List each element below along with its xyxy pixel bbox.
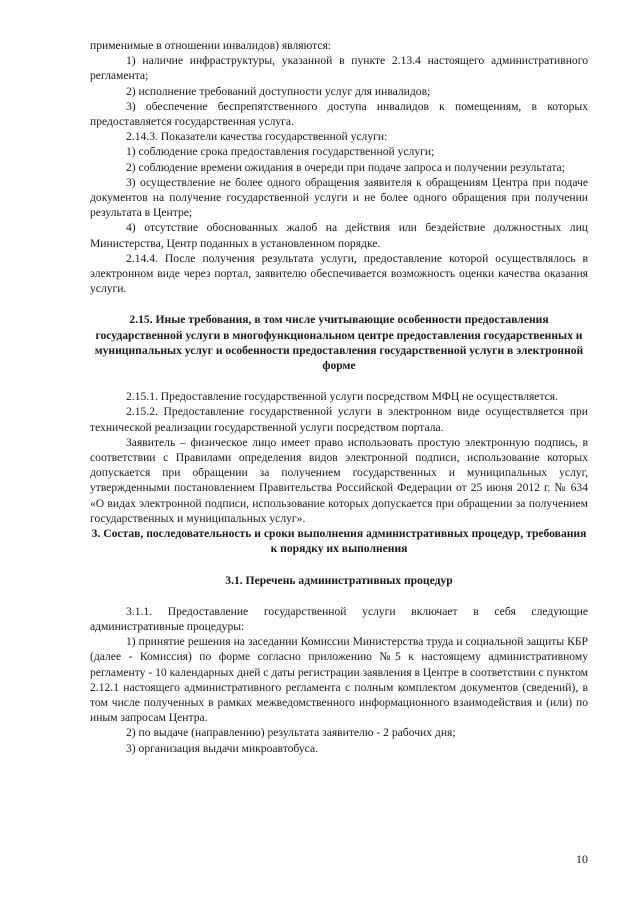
spacer — [90, 296, 588, 312]
paragraph-continuation: применимые в отношении инвалидов) являются: — [90, 39, 332, 52]
paragraph-quality-3: 3) осуществление не более одного обращения заявителя к обращениям Центра при подаче документов на получение государственной услуги и не более одного обращения при получении результата в Центре; — [90, 175, 588, 220]
paragraph-2-15-1: 2.15.1. Предоставление государственной услуги посредством МФЦ не осуществляется. — [126, 390, 559, 404]
page-number: 10 — [576, 852, 588, 866]
section-heading-3: 3. Состав, последовательность и сроки выполнения административных процедур, требования к порядку их выполнения — [91, 527, 587, 556]
paragraph-2-15-2: 2.15.2. Предоставление государственной услуги в электронном виде осуществляется при технической реализации государственной услуги посредством портала. — [90, 405, 588, 434]
paragraph-item-3: 3) обеспечение беспрепятственного доступа инвалидов к помещениям, в которых предоставляется государственная услуга. — [90, 99, 588, 129]
paragraph-procedure-2: 2) по выдаче (направлению) результата заявителю - 2 рабочих дня; — [126, 726, 456, 740]
paragraph-2-14-3: 2.14.3. Показатели качества государственной услуги: — [126, 130, 388, 144]
paragraph-quality-1: 1) соблюдение срока предоставления государственной услуги; — [126, 145, 435, 159]
spacer — [90, 588, 588, 604]
section-heading-2-15: 2.15. Иные требования, в том числе учитывающие особенности предоставления государственной услуги в многофункциональном центре предоставления государственных и муниципальных услуг и особенности предоставления государственной услуги в электронной форме — [94, 313, 584, 373]
paragraph-quality-2: 2) соблюдение времени ожидания в очереди при подаче запроса и получении результата; — [126, 160, 565, 174]
paragraph-procedure-1: 1) принятие решения на заседании Комиссии Министерства труда и социальной защиты КБР (далее - Комиссия) по форме согласно приложению №5 к настоящему административному регламенту - 10 календарных дней с даты регистрации заявления в Центре в соответствии с пунктом 2.12.1 настоящего административного регламента с полным комплектом документов (сведений), в том числе полученных в рамках межведомственного информационного взаимодействия и (или) по иным запросам Центра. — [90, 635, 588, 725]
section-heading-3-1: 3.1. Перечень административных процедур — [225, 573, 453, 587]
spacer — [90, 557, 588, 573]
spacer — [90, 373, 588, 389]
paragraph-procedure-3: 3) организация выдачи микроавтобуса. — [126, 741, 318, 755]
paragraph-item-2: 2) исполнение требований доступности услуг для инвалидов; — [126, 84, 431, 98]
paragraph-item-1: 1) наличие инфраструктуры, указанной в пункте 2.13.4 настоящего административного регламента; — [90, 54, 588, 83]
paragraph-electronic-signature: Заявитель – физическое лицо имеет право использовать простую электронную подпись, в соответствии с Правилами определения видов электронной подписи, использование которых допускается при обращении за получением государственных и муниципальных услуг, утвержденными постановлением Правительства Российской Федерации от 25 июня 2012 г. № 634 «О видах электронной подписи, использование которых допускается при обращении за получением государственных и муниципальных услуг». — [90, 435, 588, 525]
paragraph-quality-4: 4) отсутствие обоснованных жалоб на действия или бездействие должностных лиц Министерства, Центр поданных в установленном порядке. — [90, 221, 588, 250]
paragraph-3-1-1: 3.1.1. Предоставление государственной услуги включает в себя следующие административные процедуры: — [90, 604, 588, 633]
paragraph-2-14-4: 2.14.4. После получения результата услуги, предоставление которой осуществлялось в электронном виде через портал, заявителю обеспечивается возможность оценки качества оказания услуги. — [90, 251, 588, 296]
